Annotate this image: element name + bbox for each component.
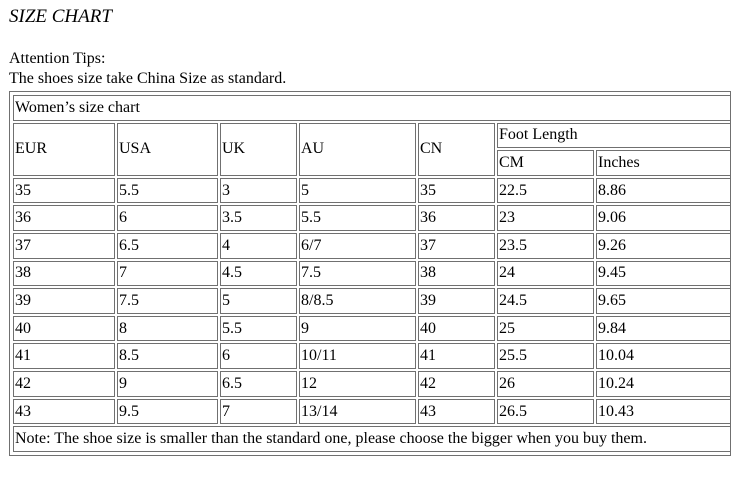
- table-note: Note: The shoe size is smaller than the standard one, please choose the bigger when you buy them.: [13, 426, 731, 452]
- cell-inches: 9.65: [596, 288, 731, 314]
- cell-cn: 38: [418, 261, 495, 287]
- cell-cn: 41: [418, 343, 495, 369]
- cell-usa: 9.5: [117, 399, 218, 425]
- cell-eur: 35: [13, 178, 115, 204]
- cell-au: 7.5: [299, 261, 416, 287]
- cell-inches: 9.45: [596, 261, 731, 287]
- cell-uk: 6: [220, 343, 297, 369]
- cell-uk: 5.5: [220, 316, 297, 342]
- cell-au: 12: [299, 371, 416, 397]
- cell-inches: 9.84: [596, 316, 731, 342]
- cell-eur: 41: [13, 343, 115, 369]
- cell-usa: 7.5: [117, 288, 218, 314]
- table-row: [13, 399, 731, 425]
- attention-tips: [9, 49, 286, 89]
- cell-cn: 40: [418, 316, 495, 342]
- header-cm: CM: [497, 150, 594, 176]
- cell-eur: 37: [13, 233, 115, 259]
- cell-au: 9: [299, 316, 416, 342]
- cell-uk: 5: [220, 288, 297, 314]
- cell-au: 8/8.5: [299, 288, 416, 314]
- cell-cm: 25: [497, 316, 594, 342]
- cell-cm: 23: [497, 205, 594, 231]
- size-chart-frame: [9, 91, 731, 456]
- cell-cm: 22.5: [497, 178, 594, 204]
- cell-au: 6/7: [299, 233, 416, 259]
- table-row: [13, 343, 731, 369]
- table-row: [13, 261, 731, 287]
- cell-cn: 43: [418, 399, 495, 425]
- cell-usa: 8.5: [117, 343, 218, 369]
- cell-uk: 3.5: [220, 205, 297, 231]
- cell-eur: 40: [13, 316, 115, 342]
- cell-cm: 23.5: [497, 233, 594, 259]
- table-row: [13, 316, 731, 342]
- cell-inches: 10.04: [596, 343, 731, 369]
- tips-heading: Attention Tips:: [9, 50, 106, 67]
- table-row: [13, 371, 731, 397]
- cell-uk: 6.5: [220, 371, 297, 397]
- cell-inches: 10.24: [596, 371, 731, 397]
- table-row: [13, 233, 731, 259]
- header-eur: EUR: [13, 123, 115, 176]
- cell-cn: 42: [418, 371, 495, 397]
- header-usa: USA: [117, 123, 218, 176]
- header-inches: Inches: [596, 150, 731, 176]
- cell-usa: 8: [117, 316, 218, 342]
- cell-usa: 9: [117, 371, 218, 397]
- table-row: [13, 205, 731, 231]
- tips-line: The shoes size take China Size as standard.: [9, 70, 287, 87]
- cell-au: 5.5: [299, 205, 416, 231]
- header-au: AU: [299, 123, 416, 176]
- cell-cn: 36: [418, 205, 495, 231]
- cell-eur: 36: [13, 205, 115, 231]
- cell-au: 10/11: [299, 343, 416, 369]
- cell-inches: 9.06: [596, 205, 731, 231]
- cell-au: 5: [299, 178, 416, 204]
- cell-uk: 4.5: [220, 261, 297, 287]
- cell-cm: 26: [497, 371, 594, 397]
- cell-inches: 9.26: [596, 233, 731, 259]
- cell-cm: 24: [497, 261, 594, 287]
- cell-inches: 8.86: [596, 178, 731, 204]
- cell-usa: 6.5: [117, 233, 218, 259]
- cell-eur: 39: [13, 288, 115, 314]
- cell-cm: 26.5: [497, 399, 594, 425]
- page-title: SIZE CHART: [9, 6, 112, 27]
- cell-usa: 5.5: [117, 178, 218, 204]
- table-row: [13, 288, 731, 314]
- cell-cn: 39: [418, 288, 495, 314]
- cell-uk: 7: [220, 399, 297, 425]
- cell-cn: 37: [418, 233, 495, 259]
- cell-usa: 6: [117, 205, 218, 231]
- cell-eur: 42: [13, 371, 115, 397]
- cell-uk: 4: [220, 233, 297, 259]
- cell-au: 13/14: [299, 399, 416, 425]
- cell-eur: 43: [13, 399, 115, 425]
- cell-cm: 25.5: [497, 343, 594, 369]
- cell-cn: 35: [418, 178, 495, 204]
- header-uk: UK: [220, 123, 297, 176]
- header-foot-length: Foot Length: [497, 123, 731, 149]
- header-cn: CN: [418, 123, 495, 176]
- table-row: [13, 178, 731, 204]
- cell-cm: 24.5: [497, 288, 594, 314]
- size-chart-table: [11, 93, 733, 454]
- table-caption: Women’s size chart: [13, 95, 731, 121]
- cell-uk: 3: [220, 178, 297, 204]
- cell-usa: 7: [117, 261, 218, 287]
- cell-eur: 38: [13, 261, 115, 287]
- cell-inches: 10.43: [596, 399, 731, 425]
